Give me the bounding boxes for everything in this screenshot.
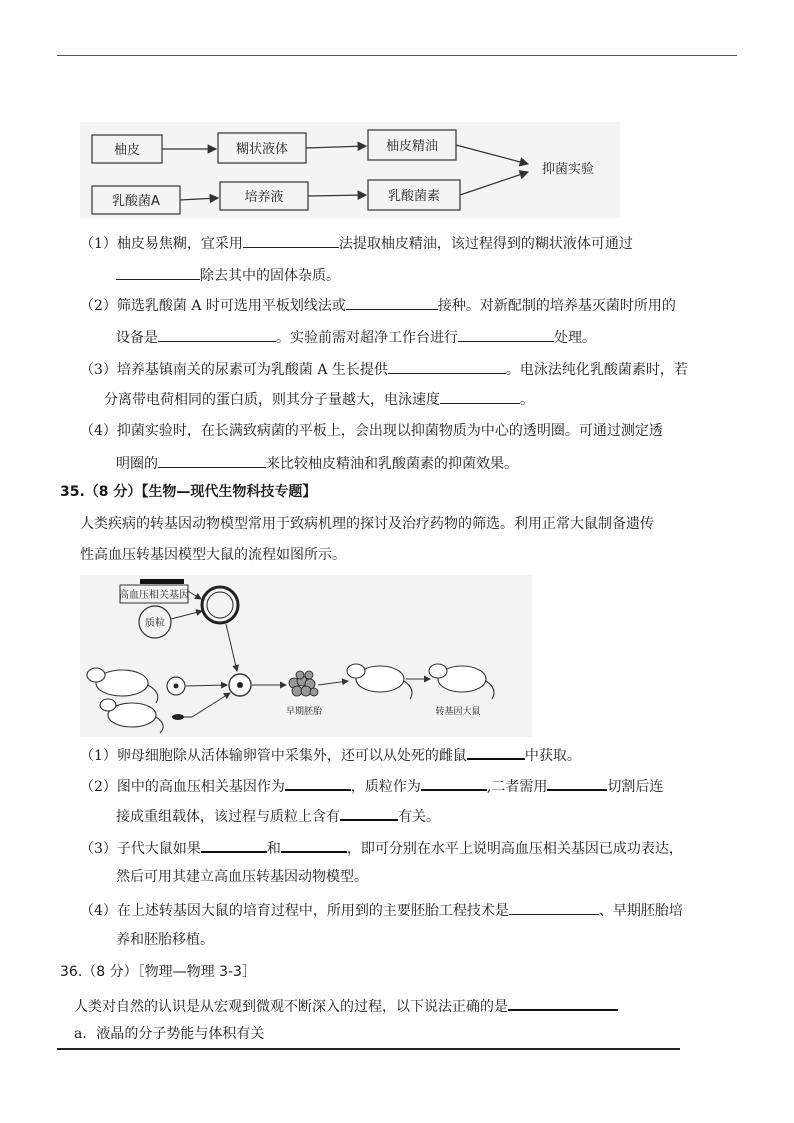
box-lactocin-label: 乳酸菌素 [387, 189, 441, 204]
extraction-flow-diagram [80, 122, 620, 218]
q34-p2-part-e: 处理。 [554, 330, 596, 346]
answer-blank[interactable] [340, 804, 398, 821]
answer-blank[interactable] [547, 774, 607, 791]
box-culture-label: 培养液 [244, 190, 284, 205]
q35-p2-part-c: ,二者需用 [486, 779, 548, 795]
q34-line-8 [116, 452, 518, 474]
q34-line-6 [104, 388, 534, 410]
q35-p2-part-b: ，质粒作为 [350, 779, 421, 795]
box-oil-label: 柚皮精油 [385, 139, 439, 154]
answer-blank[interactable] [467, 743, 525, 760]
answer-blank[interactable] [285, 774, 351, 791]
q34-line-2 [116, 264, 340, 286]
q35-line-1 [80, 743, 581, 766]
q34-p3-part-d: 。 [520, 392, 534, 408]
q35-p4-part-b: 、早期胚胎培 [598, 903, 683, 919]
q35-line-2 [80, 774, 663, 797]
q35-p2-part-d: 切割后连 [607, 779, 664, 795]
q35-line-5: 然后可用其建立高血压转基因动物模型。 [116, 869, 368, 885]
q35-p3-part-a: （3）子代大鼠如果 [80, 841, 201, 857]
q34-p4-part-a: （4）抑菌实验时，在长满致病菌的平板上，会出现以抑菌物质为中心的透明圈。可通过测定透 [80, 423, 663, 439]
q35-p2-part-a: （2）图中的高血压相关基因作为 [80, 779, 285, 795]
q35-p1-part-b: 中获取。 [524, 748, 581, 764]
q34-p3-part-a: （3）培养基镇南关的尿素可为乳酸菌 A 生长提供 [80, 362, 388, 378]
answer-blank[interactable] [388, 358, 506, 374]
answer-blank[interactable] [201, 836, 267, 853]
gene-label: 高血压相关基因 [119, 590, 189, 601]
q34-p1-part-c: 除去其中的固体杂质。 [200, 268, 340, 284]
answer-blank[interactable] [509, 899, 599, 915]
answer-blank[interactable] [458, 326, 554, 342]
q34-line-4 [116, 326, 596, 348]
q34-p2-part-b: 接种。对新配制的培养基灭菌时所用的 [437, 298, 676, 314]
box-lactobacillus-label: 乳酸菌A [112, 194, 160, 209]
answer-blank[interactable] [158, 452, 266, 468]
answer-blank[interactable] [508, 994, 618, 1011]
q35-line-3 [116, 804, 440, 827]
q34-p4-part-b: 明圈的 [116, 456, 158, 472]
q36-stem: 人类对自然的认识是从宏观到微观不断深入的过程，以下说法正确的是 [74, 999, 508, 1015]
q34-p2-part-a: （2）筛选乳酸菌 A 时可选用平板划线法或 [80, 298, 346, 314]
q35-line-7: 养和胚胎移植。 [116, 932, 214, 948]
q35-p1-part-a: （1）卵母细胞除从活体输卵管中采集外，还可以从处死的雌鼠 [80, 748, 467, 764]
q35-intro-2: 性高血压转基因模型大鼠的流程如图所示。 [80, 547, 346, 563]
sperm [172, 714, 184, 720]
q34-p3-part-c: 分离带电荷相同的蛋白质，则其分子量越大，电泳速度 [104, 392, 440, 408]
answer-blank[interactable] [440, 388, 520, 404]
q35-p3-part-b: 和 [266, 841, 281, 857]
answer-blank[interactable] [281, 836, 347, 853]
q34-line-7 [80, 421, 663, 441]
q34-p2-part-d: 。实验前需对超净工作台进行 [276, 330, 458, 346]
box-paste-label: 糊状液体 [235, 142, 289, 157]
q36-option-a: a．液晶的分子势能与体积有关 [74, 1026, 265, 1042]
q34-p4-part-c: 来比较柚皮精油和乳酸菌素的抑菌效果。 [266, 456, 518, 472]
transgenic-rat-label: 转基因大鼠 [435, 707, 481, 717]
q34-line-5 [80, 358, 688, 380]
transgenic-rat-diagram [80, 575, 532, 737]
plasmid-label: 质粒 [145, 618, 165, 629]
top-rule [57, 55, 737, 56]
answer-blank[interactable] [116, 264, 200, 280]
box-peel-label: 柚皮 [113, 143, 141, 158]
q34-p2-part-c: 设备是 [116, 330, 158, 346]
q35-p2-part-e: 接成重组载体，该过程与质粒上含有 [116, 809, 340, 825]
bottom-rule [57, 1048, 680, 1050]
q35-p3-part-c: ，即可分别在水平上说明高血压相关基因已成功表达， [346, 841, 683, 857]
q34-line-3 [80, 294, 676, 316]
q36-stem-line [74, 994, 618, 1017]
q34-p3-part-b: 。电泳法纯化乳酸菌素时，若 [505, 362, 688, 378]
q35-line-6 [80, 899, 683, 921]
answer-blank[interactable] [346, 294, 438, 310]
answer-blank[interactable] [158, 326, 276, 342]
answer-blank[interactable] [421, 774, 487, 791]
q35-p4-part-a: （4）在上述转基因大鼠的培育过程中，所用到的主要胚胎工程技术是 [80, 903, 509, 919]
q34-line-1 [80, 232, 633, 254]
gene-bar [140, 579, 184, 584]
q35-p2-part-f: 有关。 [398, 809, 440, 825]
q34-p1-part-a: （1）柚皮易焦糊，宜采用 [80, 236, 243, 252]
answer-blank[interactable] [243, 232, 339, 248]
q35-title: 35.（8 分）【生物—现代生物科技专题】 [60, 484, 317, 500]
q34-p1-part-b: 法提取柚皮精油，该过程得到的糊状液体可通过 [338, 236, 633, 252]
q35-intro-1: 人类疾病的转基因动物模型常用于致病机理的探讨及治疗药物的筛选。利用正常大鼠制备遗传 [80, 516, 654, 532]
embryo-label: 早期胚胎 [285, 707, 323, 717]
q36-title: 36.（8 分）［物理—物理 3-3］ [60, 964, 256, 980]
q35-line-4 [80, 836, 683, 859]
target-label: 抑菌实验 [541, 162, 595, 177]
